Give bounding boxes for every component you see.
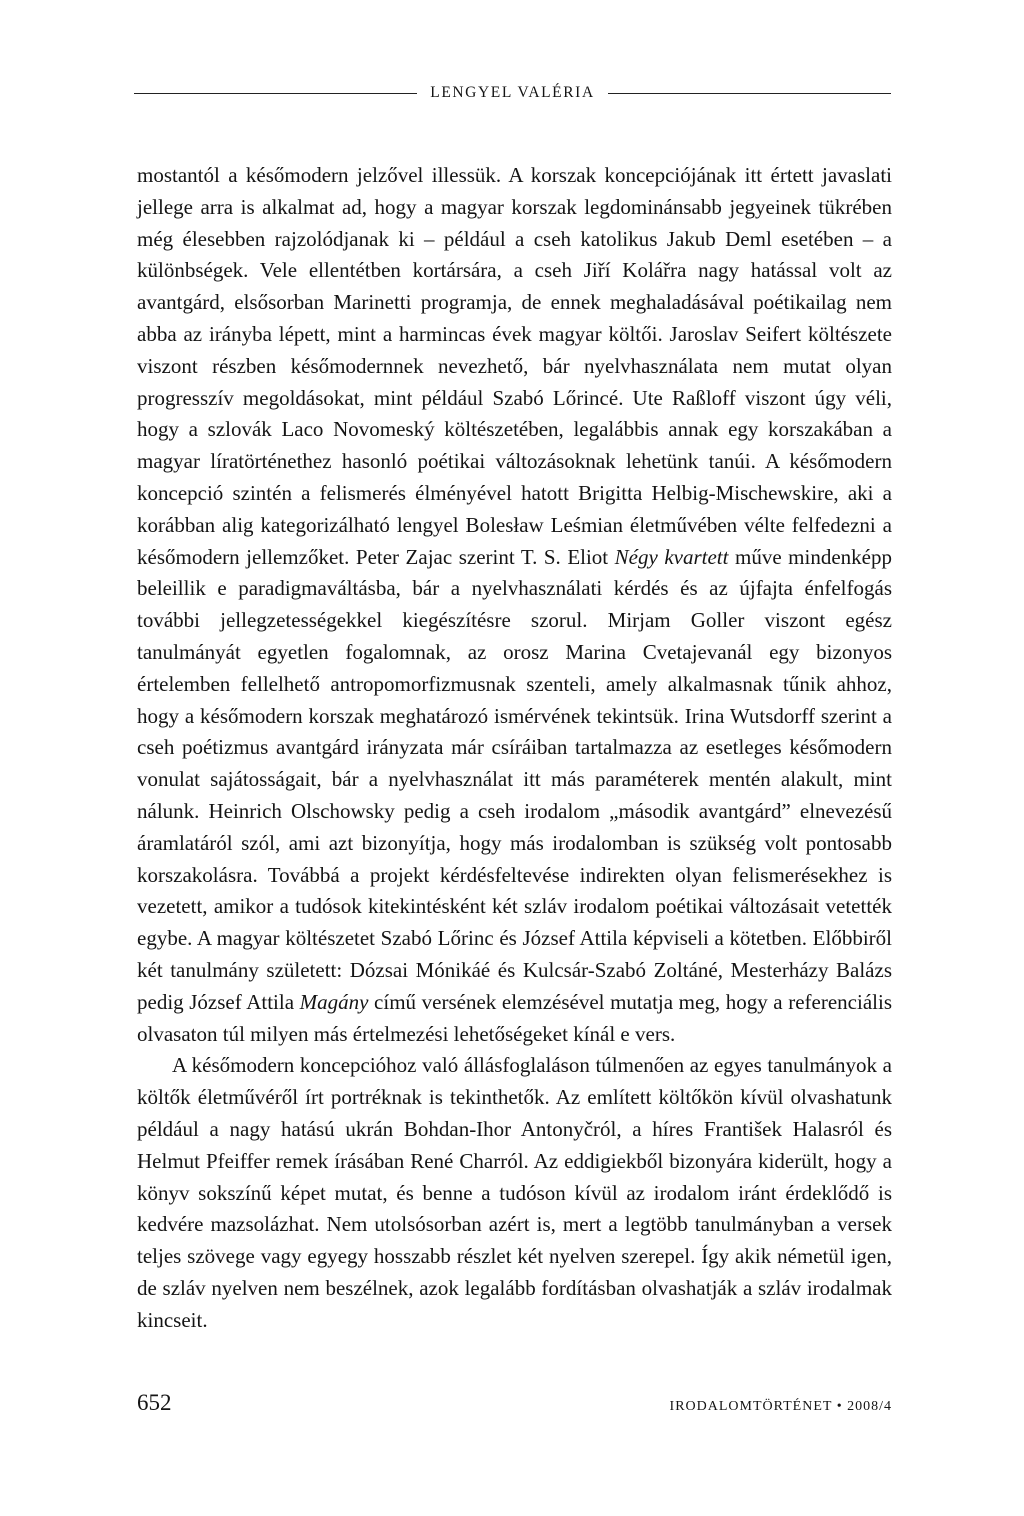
running-title: LENGYEL VALÉRIA (430, 84, 595, 101)
paragraph-1-text-c: című versének elemzésével mutatja meg, hogy a referenciális olvasaton túl milyen más értelmezési lehetőségeket kínál e vers. (137, 989, 892, 1046)
paragraph-2: A későmodern koncepcióhoz való állásfoglaláson túlmenően az egyes tanulmányok a költők életművéről írt portréknak is tekinthetők. Az említett költőkön kívül olvashatunk például a nagy hatású ukrán Bohdan-Ihor Antonyčról, a híres František Halasról és Helmut Pfeiffer remek írásában René Charról. Az eddigiekből bizonyára kiderült, hogy a könyv sokszínű képet mutat, és benne a tudóson kívül az irodalom iránt érdeklődő is kedvére mazsolázhat. Nem utolsósorban azért is, mert a legtöbb tanulmányban a versek teljes szövege vagy egyegy hosszabb részlet két nyelven szerepel. Így akik németül igen, de szláv nyelven nem beszélnek, azok legalább fordításban olvashatják a szláv irodalmak kincseit. (137, 1053, 892, 1332)
paragraph-1-text-b: műve mindenképp beleillik e paradigmaváltásba, bár a nyelvhasználati kérdés és az újfajta énfelfogás további jellegzetességekkel kiegészítésre szorul. Mirjam Goller viszont egész tanulmányát egyetlen fogalomnak, az orosz Marina Cvetajevanál egy bizonyos értelemben fellelhető antropomorfizmusnak szenteli, amely alkalmasnak tűnik ahhoz, hogy a későmodern korszak meghatározó ismérvének tekintsük. Irina Wutsdorff szerint a cseh poétizmus avantgárd irányzata már csíráiban tartalmazza az esetleges későmodern vonulat sajátosságait, bár a nyelvhasználat itt más paraméterek mentén alakult, mint nálunk. Heinrich Olschowsky pedig a cseh irodalom „második avantgárd” elnevezésű áramlatáról szól, ami azt bizonyítja, hogy más irodalomban is szükség volt pontosabb korszakolásra. Továbbá a projekt kérdésfeltevése indirekten olyan felismerésekhez is vezetett, amikor a tudósok kitekintésként két szláv irodalom poétikai változásait vetették egybe. A magyar költészetet Szabó Lőrinc és József Attila képviseli a kötetben. Előbbiről két tanulmány született: Dózsai Mónikáé és Kulcsár-Szabó Zoltáné, Mesterházy Balázs pedig József Attila (137, 544, 892, 1014)
work-title-negy-kvartett: Négy kvartett (614, 544, 729, 569)
running-header (134, 78, 891, 108)
page-footer (137, 1390, 892, 1420)
work-title-magany: Magány (299, 989, 369, 1014)
body-text (137, 160, 892, 1336)
paragraph-1-text-a: mostantól a későmodern jelzővel illessük. A korszak koncepciójának itt értett javaslati jellege arra is alkalmat ad, hogy a magyar korszak legdominánsabb jegyeinek tükrében még élesebben rajzolódjanak ki – például a cseh katolikus Jakub Deml esetében – a különbségek. Vele ellentétben kortársára, a cseh Jiří Kolářra nagy hatással volt az avantgárd, elsősorban Marinetti programja, de ennek meghaladásával poétikailag nem abba az irányba lépett, mint a harmincas évek magyar költői. Jaroslav Seifert költészete viszont részben későmodernnek nevezhető, bár nyelvhasználata nem mutat olyan progresszív megoldásokat, mint például Szabó Lőrincé. Ute Raßloff viszont úgy véli, hogy a szlovák Laco Novomeský költészetében, legalábbis annak egy korszakában a magyar líratörténethez hasonló poétikai változásoknak lehetünk tanúi. A későmodern koncepció szintén a felismerés élményével hatott Brigitta Helbig-Mischewskire, aki a korábban alig kategorizálható lengyel Bolesław Leśmian életművében vélte felfedezni a későmodern jellemzőket. Peter Zajac szerint T. S. Eliot (137, 163, 892, 569)
header-rule-right (608, 93, 891, 94)
header-rule-left (134, 93, 417, 94)
paragraph-1 (137, 160, 892, 1050)
page-number: 652 (137, 1390, 172, 1415)
journal-issue: IRODALOMTÖRTÉNET • 2008/4 (669, 1399, 892, 1414)
